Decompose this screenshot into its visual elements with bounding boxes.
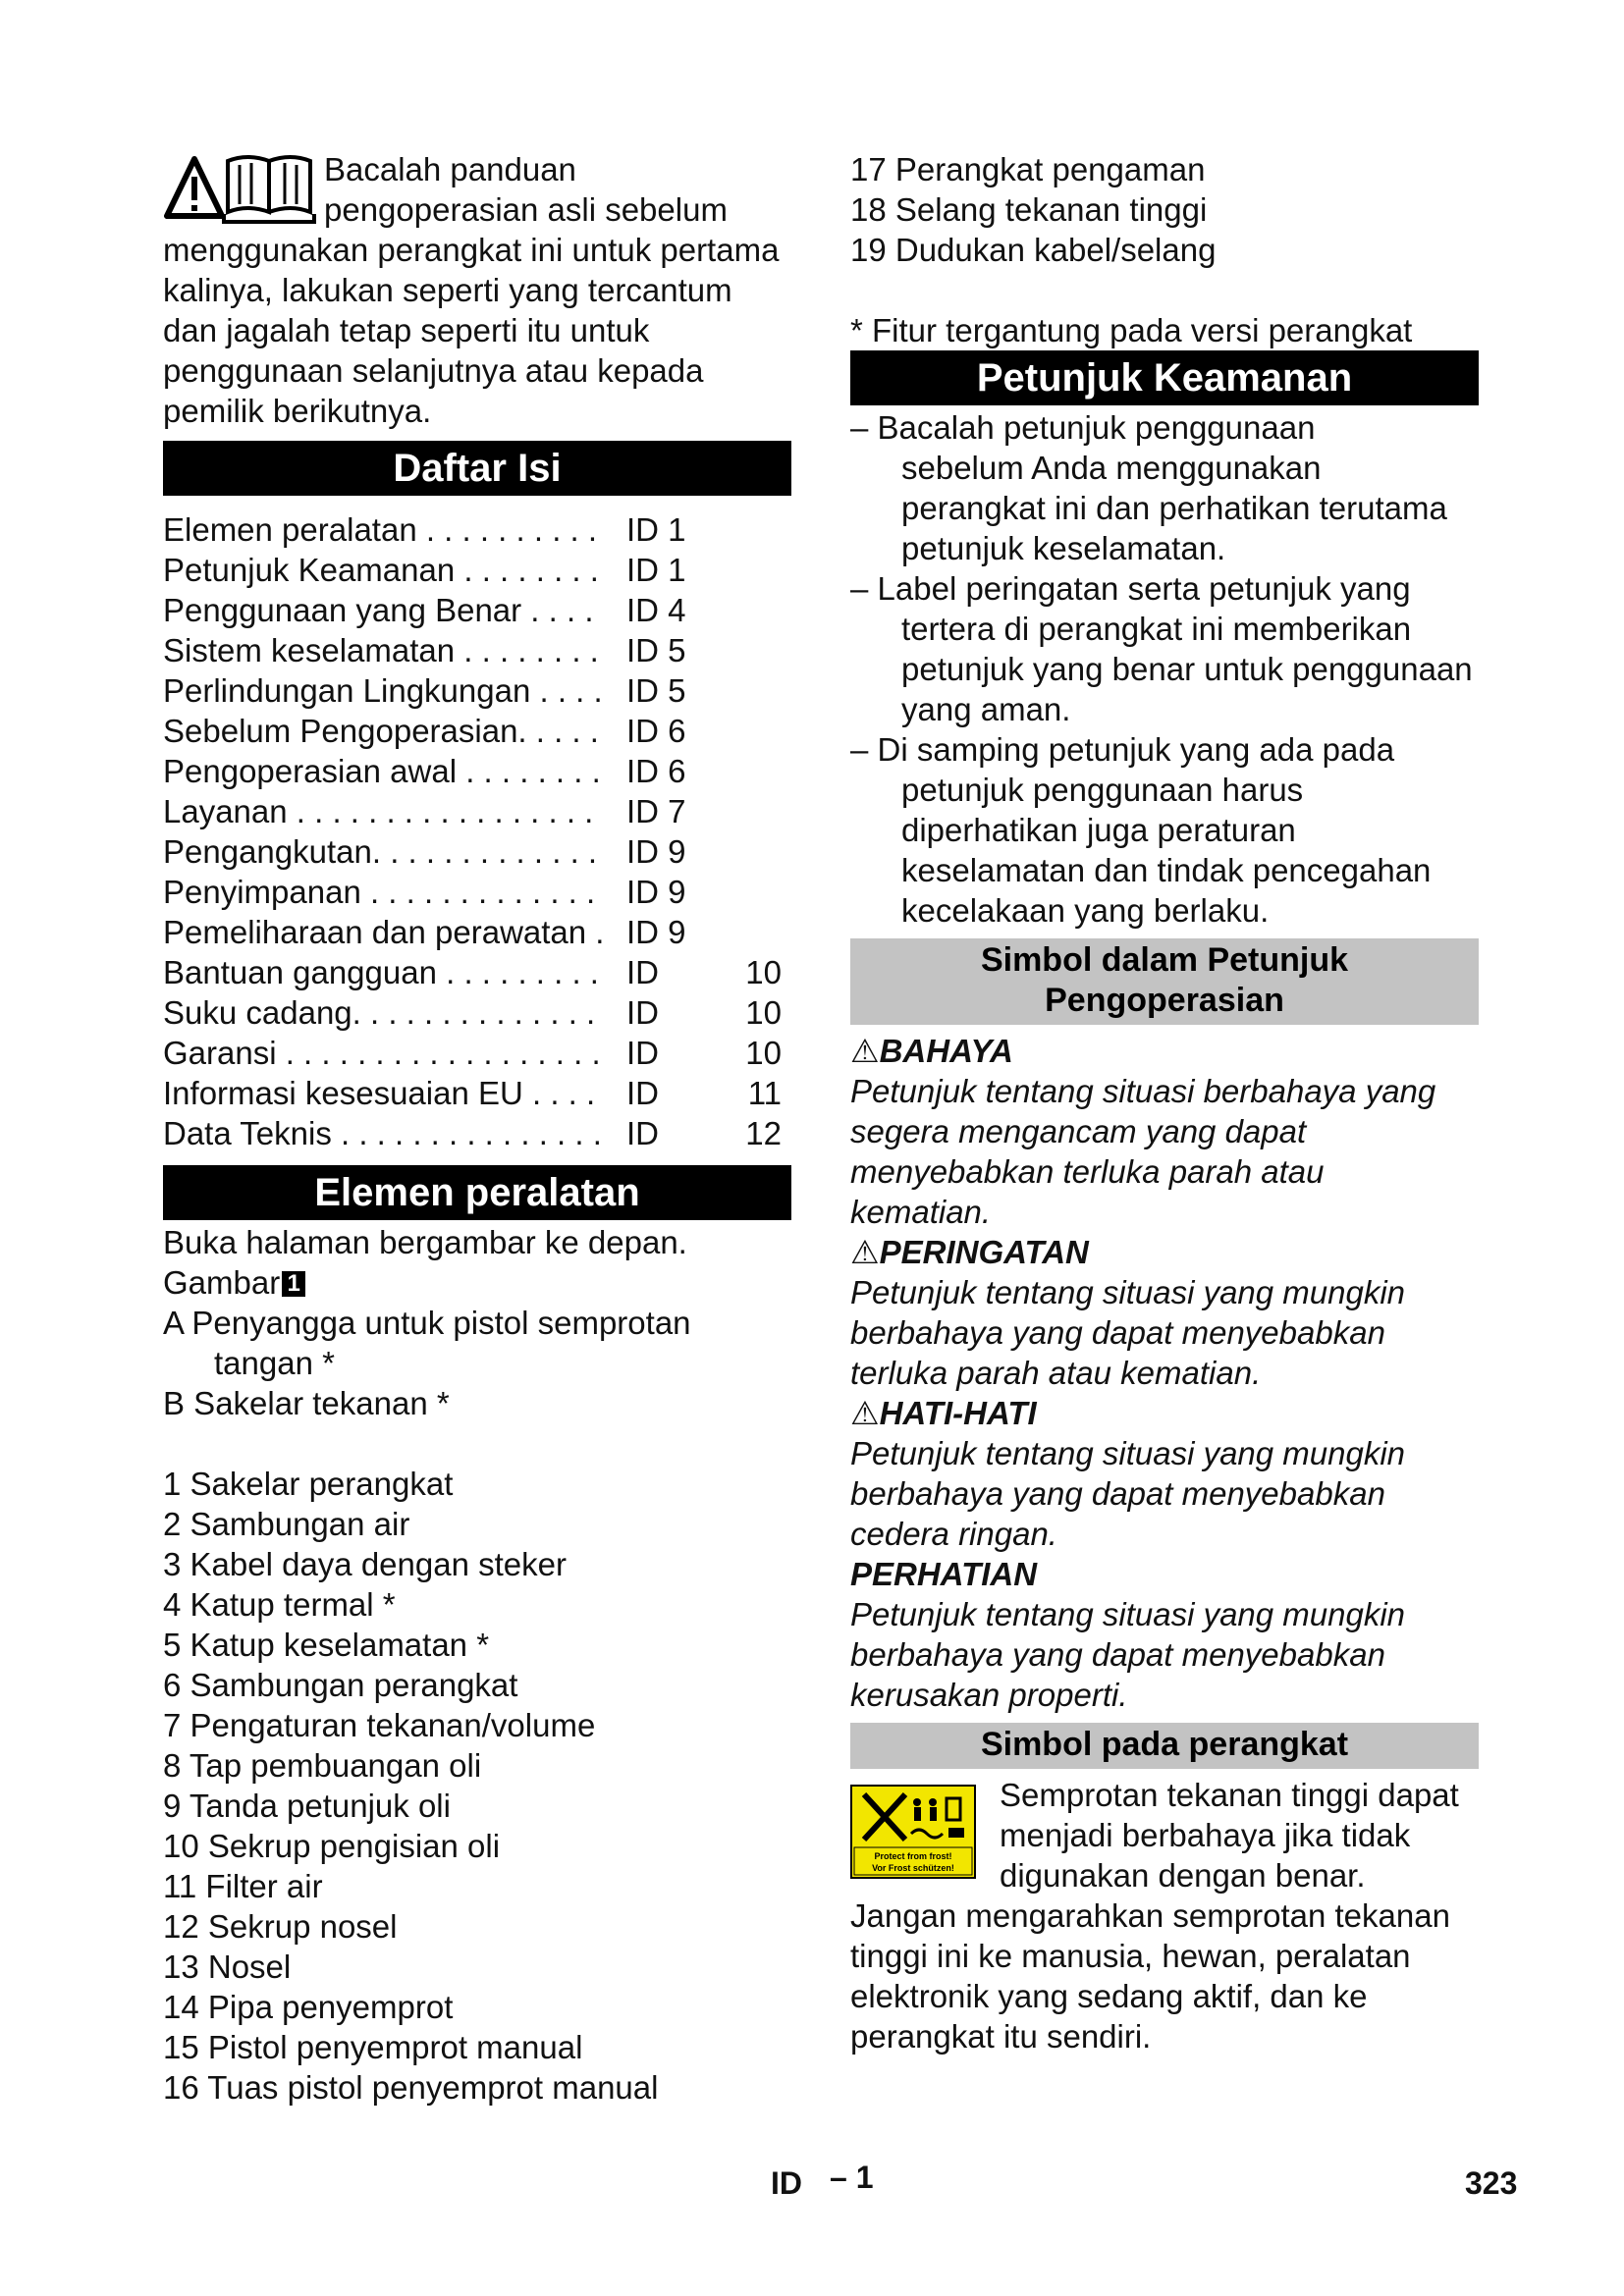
symbol-text-line: berbahaya yang dapat menyebabkan xyxy=(850,1475,1385,1512)
danger-label: BAHAYA xyxy=(879,1033,1013,1069)
device-warning-text xyxy=(850,1896,1479,2056)
safety-bullet xyxy=(850,729,1479,931)
device-warning-line: perangkat itu sendiri. xyxy=(850,2018,1152,2055)
symbol-text-line: kematian. xyxy=(850,1194,992,1230)
toc-row[interactable] xyxy=(163,831,791,872)
intro-line: kalinya, lakukan seperti yang tercantum xyxy=(163,272,732,308)
element-item: 11 Filter air xyxy=(163,1868,323,1904)
toc-id: ID 5 xyxy=(626,632,686,668)
figure-ref xyxy=(163,1262,791,1303)
toc-title: Elemen peralatan . . . . . . . . . . xyxy=(163,511,598,548)
toc-title: Garansi . . . . . . . . . . . . . . . . . . xyxy=(163,1035,601,1071)
safety-heading: Petunjuk Keamanan xyxy=(850,350,1479,405)
device-symbol-line: digunakan dengan benar. xyxy=(1000,1857,1366,1894)
toc-row[interactable] xyxy=(163,670,791,711)
toc-row[interactable] xyxy=(163,872,791,912)
toc-title: Penyimpanan . . . . . . . . . . . . . xyxy=(163,874,596,910)
toc-title: Pemeliharaan dan perawatan . xyxy=(163,914,605,950)
symbol-text-line: menyebabkan terluka parah atau xyxy=(850,1153,1325,1190)
toc-row[interactable] xyxy=(163,630,791,670)
symbol-text-line: terluka parah atau kematian. xyxy=(850,1355,1262,1391)
intro-line: penggunaan selanjutnya atau kepada xyxy=(163,352,704,389)
toc-id: ID xyxy=(626,1115,659,1151)
symbol-text-line: segera mengancam yang dapat xyxy=(850,1113,1307,1149)
safety-bullet-first: Di samping petunjuk yang ada pada xyxy=(877,731,1395,768)
toc-title: Perlindungan Lingkungan . . . . xyxy=(163,672,603,709)
intro-line: pengoperasian asli sebelum xyxy=(324,191,728,228)
toc-row[interactable] xyxy=(163,550,791,590)
symbols-manual-heading-line: Pengoperasian xyxy=(1045,982,1284,1019)
safety-bullet-line: keselamatan dan tindak pencegahan xyxy=(901,852,1432,888)
toc-row[interactable] xyxy=(163,509,791,550)
toc-id: ID 1 xyxy=(626,552,686,588)
dash-mark: – xyxy=(850,570,878,607)
left-column xyxy=(163,149,791,2108)
toc-id: ID 9 xyxy=(626,833,686,870)
symbol-entry-text xyxy=(850,1272,1479,1393)
toc-id: ID 5 xyxy=(626,672,686,709)
element-item: 3 Kabel daya dengan steker xyxy=(163,1546,567,1582)
symbol-entry-title xyxy=(850,1232,1479,1272)
warning-triangle-icon: ⚠ xyxy=(850,1395,880,1431)
warning-triangle-icon: ⚠ xyxy=(850,1033,880,1069)
element-item: 1 Sakelar perangkat xyxy=(163,1466,454,1502)
toc-row[interactable] xyxy=(163,791,791,831)
toc-title: Bantuan gangguan . . . . . . . . . xyxy=(163,954,599,990)
element-item: 6 Sambungan perangkat xyxy=(163,1667,518,1703)
toc-row[interactable] xyxy=(163,952,791,992)
toc-id: ID 7 xyxy=(626,793,686,829)
high-pressure-warning-label-icon xyxy=(850,1785,976,1879)
toc-title: Sebelum Pengoperasian. . . . . xyxy=(163,713,599,749)
safety-bullet-line: petunjuk yang benar untuk penggunaan xyxy=(901,651,1473,687)
toc-title: Suku cadang. . . . . . . . . . . . . . xyxy=(163,994,596,1031)
device-symbol-line: menjadi berbahaya jika tidak xyxy=(1000,1817,1411,1853)
element-item: 13 Nosel xyxy=(163,1949,292,1985)
elements-section xyxy=(163,1222,791,2108)
element-item: 18 Selang tekanan tinggi xyxy=(850,191,1208,228)
toc-title: Petunjuk Keamanan . . . . . . . . xyxy=(163,552,599,588)
symbol-entry-title xyxy=(850,1031,1479,1071)
toc-page: 10 xyxy=(745,1035,782,1071)
element-item: 16 Tuas pistol penyemprot manual xyxy=(163,2069,659,2106)
caution-label: HATI-HATI xyxy=(879,1395,1037,1431)
symbol-text-line: Petunjuk tentang situasi yang mungkin xyxy=(850,1435,1406,1471)
svg-text:Vor Frost schützen!: Vor Frost schützen! xyxy=(872,1863,954,1873)
safety-bullet-first: Bacalah petunjuk penggunaan xyxy=(877,409,1316,446)
feature-note: * Fitur tergantung pada versi perangkat xyxy=(850,312,1413,348)
symbol-entry-title xyxy=(850,1393,1479,1433)
toc-title: Pengoperasian awal . . . . . . . . xyxy=(163,753,601,789)
toc-title: Informasi kesesuaian EU . . . . xyxy=(163,1075,596,1111)
safety-bullet-line: diperhatikan juga peraturan xyxy=(901,812,1296,848)
safety-list xyxy=(850,407,1479,931)
symbol-entries xyxy=(850,1031,1479,1715)
element-item: 9 Tanda petunjuk oli xyxy=(163,1788,451,1824)
symbol-entry-text xyxy=(850,1433,1479,1554)
element-item: 10 Sekrup pengisian oli xyxy=(163,1828,501,1864)
warning-label: PERINGATAN xyxy=(879,1234,1089,1270)
letter-item: A Penyangga untuk pistol semprotan tangan * xyxy=(163,1305,691,1381)
toc-row[interactable] xyxy=(163,912,791,952)
element-item: 2 Sambungan air xyxy=(163,1506,410,1542)
warning-manual-icon xyxy=(163,153,318,226)
device-symbol-line: Semprotan tekanan tinggi dapat xyxy=(1000,1777,1459,1813)
intro-line: Bacalah panduan xyxy=(324,151,576,187)
figure-label: Gambar xyxy=(163,1264,281,1301)
symbol-text-line: kerusakan properti. xyxy=(850,1677,1128,1713)
toc-id: ID 9 xyxy=(626,914,686,950)
toc-heading: Daftar Isi xyxy=(163,441,791,496)
toc-id: ID 1 xyxy=(626,511,686,548)
toc-id: ID 6 xyxy=(626,753,686,789)
toc-row[interactable] xyxy=(163,992,791,1033)
toc-id: ID xyxy=(626,994,659,1031)
element-item: 12 Sekrup nosel xyxy=(163,1908,398,1945)
toc-title: Sistem keselamatan . . . . . . . . xyxy=(163,632,599,668)
toc-id: ID xyxy=(626,1075,659,1111)
symbol-entry-title xyxy=(850,1554,1479,1594)
toc-row[interactable] xyxy=(163,711,791,751)
figure-number-badge: 1 xyxy=(282,1271,305,1297)
symbol-entry-text xyxy=(850,1071,1479,1232)
footer-section-page: – 1 xyxy=(830,2160,874,2195)
safety-bullet-first: Label peringatan serta petunjuk yang xyxy=(877,570,1411,607)
intro-line: menggunakan perangkat ini untuk pertama xyxy=(163,232,780,268)
intro-line: dan jagalah tetap seperti itu untuk xyxy=(163,312,650,348)
element-item: 4 Katup termal * xyxy=(163,1586,396,1623)
element-item: 19 Dudukan kabel/selang xyxy=(850,232,1217,268)
symbols-manual-heading-line: Simbol dalam Petunjuk xyxy=(980,941,1349,979)
page-footer xyxy=(0,2160,1624,2209)
elements-heading: Elemen peralatan xyxy=(163,1165,791,1220)
device-symbol-block xyxy=(850,1775,1479,1896)
safety-bullet-line: kecelakaan yang berlaku. xyxy=(901,892,1270,929)
toc-row[interactable] xyxy=(163,1073,791,1113)
element-item: 7 Pengaturan tekanan/volume xyxy=(163,1707,596,1743)
toc-id: ID 6 xyxy=(626,713,686,749)
notice-label: PERHATIAN xyxy=(850,1556,1038,1592)
toc-title: Data Teknis . . . . . . . . . . . . . . . xyxy=(163,1115,602,1151)
toc-row[interactable] xyxy=(163,1113,791,1153)
device-warning-line: tinggi ini ke manusia, hewan, peralatan xyxy=(850,1938,1411,1974)
dash-mark: – xyxy=(850,731,878,768)
intro-line: pemilik berikutnya. xyxy=(163,393,432,429)
open-page-text: Buka halaman bergambar ke depan. xyxy=(163,1224,687,1260)
toc-row[interactable] xyxy=(163,751,791,791)
svg-text:Protect from frost!: Protect from frost! xyxy=(874,1851,952,1861)
symbol-text-line: cedera ringan. xyxy=(850,1516,1057,1552)
warning-triangle-icon: ⚠ xyxy=(850,1234,880,1270)
device-warning-line: elektronik yang sedang aktif, dan ke xyxy=(850,1978,1368,2014)
toc-id: ID xyxy=(626,1035,659,1071)
element-item: 17 Perangkat pengaman xyxy=(850,151,1206,187)
toc-id: ID 9 xyxy=(626,874,686,910)
toc-page: 12 xyxy=(745,1115,782,1151)
page-number: 323 xyxy=(1465,2165,1518,2201)
safety-bullet-line: petunjuk penggunaan harus xyxy=(901,772,1304,808)
symbol-text-line: berbahaya yang dapat menyebabkan xyxy=(850,1314,1385,1351)
toc-title: Pengangkutan. . . . . . . . . . . . . xyxy=(163,833,598,870)
symbol-text-line: berbahaya yang dapat menyebabkan xyxy=(850,1636,1385,1673)
device-symbols-heading: Simbol pada perangkat xyxy=(850,1723,1479,1769)
toc-row[interactable] xyxy=(163,1033,791,1073)
toc-list xyxy=(163,509,791,1153)
toc-title: Penggunaan yang Benar . . . . xyxy=(163,592,594,628)
symbols-manual-heading xyxy=(850,938,1479,1025)
element-item: 8 Tap pembuangan oli xyxy=(163,1747,482,1784)
toc-id: ID xyxy=(626,954,659,990)
toc-page: 10 xyxy=(745,954,782,990)
toc-title: Layanan . . . . . . . . . . . . . . . . . xyxy=(163,793,594,829)
letter-item: B Sakelar tekanan * xyxy=(163,1385,450,1421)
safety-bullet-line: perangkat ini dan perhatikan terutama xyxy=(901,490,1447,526)
toc-id: ID 4 xyxy=(626,592,686,628)
safety-bullet-line: petunjuk keselamatan. xyxy=(901,530,1226,566)
toc-page: 10 xyxy=(745,994,782,1031)
right-column xyxy=(850,149,1479,2056)
footer-language-code: ID xyxy=(771,2165,802,2201)
symbol-text-line: Petunjuk tentang situasi yang mungkin xyxy=(850,1596,1406,1632)
symbol-text-line: Petunjuk tentang situasi yang mungkin xyxy=(850,1274,1406,1310)
toc-page: 11 xyxy=(747,1075,782,1111)
symbol-text-line: Petunjuk tentang situasi berbahaya yang xyxy=(850,1073,1436,1109)
element-item: 5 Katup keselamatan * xyxy=(163,1627,490,1663)
element-item: 14 Pipa penyemprot xyxy=(163,1989,454,2025)
safety-bullet-line: yang aman. xyxy=(901,691,1071,727)
dash-mark: – xyxy=(850,409,878,446)
intro-paragraph xyxy=(163,149,791,431)
element-item: 15 Pistol penyemprot manual xyxy=(163,2029,583,2065)
toc-row[interactable] xyxy=(163,590,791,630)
safety-bullet xyxy=(850,568,1479,729)
device-warning-line: Jangan mengarahkan semprotan tekanan xyxy=(850,1897,1450,1934)
symbol-entry-text xyxy=(850,1594,1479,1715)
safety-bullet-line: tertera di perangkat ini memberikan xyxy=(901,611,1412,647)
safety-bullet-line: sebelum Anda menggunakan xyxy=(901,450,1322,486)
safety-bullet xyxy=(850,407,1479,568)
